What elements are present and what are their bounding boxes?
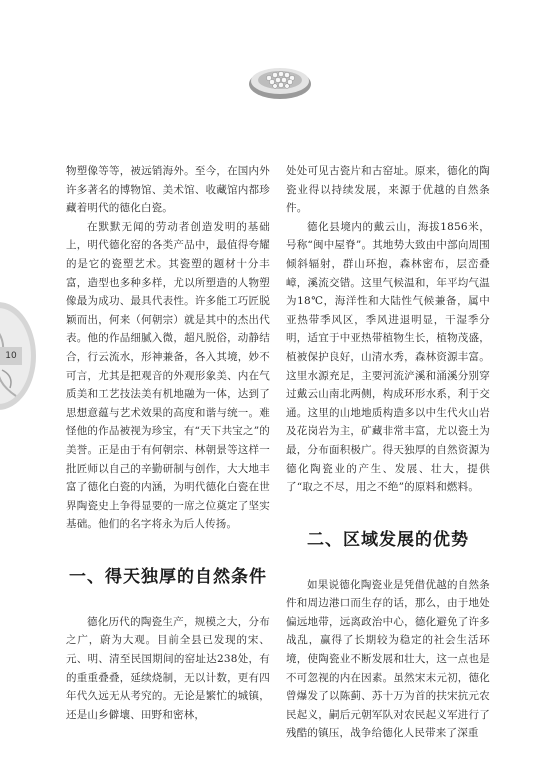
ceramic-dish-image	[247, 58, 313, 102]
section-heading-regional-advantage: 二、区域发展的优势	[307, 529, 469, 550]
section-heading-natural-conditions: 一、得天独厚的自然条件	[69, 566, 267, 587]
right-paragraph-1: 处处可见古瓷片和古窑址。原来，德化的陶瓷业得以持续发展，来源于优越的自然条件。	[286, 165, 490, 215]
left-paragraph-3: 德化历代的陶瓷生产，规模之大，分布之广，蔚为大观。目前全县已发现的宋、元、明、清至民国期间的窑址达238处，有的重重叠叠，延续烧制，无以计数，更有四年代久远无从考究的。无论是繁忙的城镇，还是山乡僻壤、田野和密林，	[66, 615, 270, 721]
page-number: 10	[0, 347, 22, 365]
right-paragraph-3: 如果说德化陶瓷业是凭借优越的自然条件和周边港口而生存的话，那么，由于地处偏远地带，远离政治中心，德化避免了许多战乱，赢得了长期较为稳定的社会生活环境，使陶瓷业不断发展和壮大，这一点也是不可忽视的内在因素。虽然宋末元初，德化曾爆发了以陈蓟、苏十万为首的扶宋抗元农民起义，嗣后元朝军队对农民起义军进行了残酷的镇压，战争给德化人民带来了深重	[286, 578, 490, 740]
left-paragraph-2: 在默默无闻的劳动者创造发明的基础上，明代德化窑的各类产品中，最值得夸耀的是它的瓷塑艺术。其瓷塑的题材十分丰富，造型也多种多样，尤以所塑造的人物塑像最为成功、最具代表性。许多能工巧匠脱颖而出，何来（何朝宗）就是其中的杰出代表。他的作品细腻入微，超凡脱俗，动静结合，行云流水，形神兼备，各入其境，妙不可言，尤其是把观音的外观形象美、内在气质美和工艺技法美有机地融为一体，达到了思想意蕴与艺术效果的高度和谐与统一。难怪他的作品被视为珍宝，有“天下共宝之”的美誉。正是由于有何朝宗、林朝景等这样一批匠师以自己的辛勤研制与创作，大大地丰富了德化白瓷的内涵，为明代德化白瓷在世界陶瓷史上争得显要的一席之位奠定了坚实基础。他们的名字将永为后人传扬。	[66, 220, 270, 531]
left-paragraph-1: 物塑像等等，被远销海外。至今，在国内外许多著名的博物馆、美术馆、收藏馆内都珍藏着明代的德化白瓷。	[66, 165, 270, 215]
right-column	[286, 162, 490, 743]
right-paragraph-2: 德化县境内的戴云山，海拔1856米，号称“闽中屋脊”。其地势大致由中部向周围倾斜辐射，群山环抱，森林密布，层峦叠嶂，溪流交错。这里气候温和，年平均气温为18℃，海洋性和大陆性气候兼备，属中亚热带季风区，季风进退明显，干湿季分明，适宜于中亚热带植物生长，植物茂盛，植被保护良好，山清水秀，森林资源丰富。这里水源充足，主要河流浐溪和涌溪分别穿过戴云山南北两侧，构成环形水系，利于交通。这里的山地地质构造多以中生代火山岩及花岗岩为主，矿藏非常丰富，尤以瓷土为最，分布面积极广。得天独厚的自然资源为德化陶瓷业的产生、发展、壮大，提供了“取之不尽，用之不绝”的原料和燃料。	[286, 220, 490, 494]
left-column	[66, 162, 270, 724]
